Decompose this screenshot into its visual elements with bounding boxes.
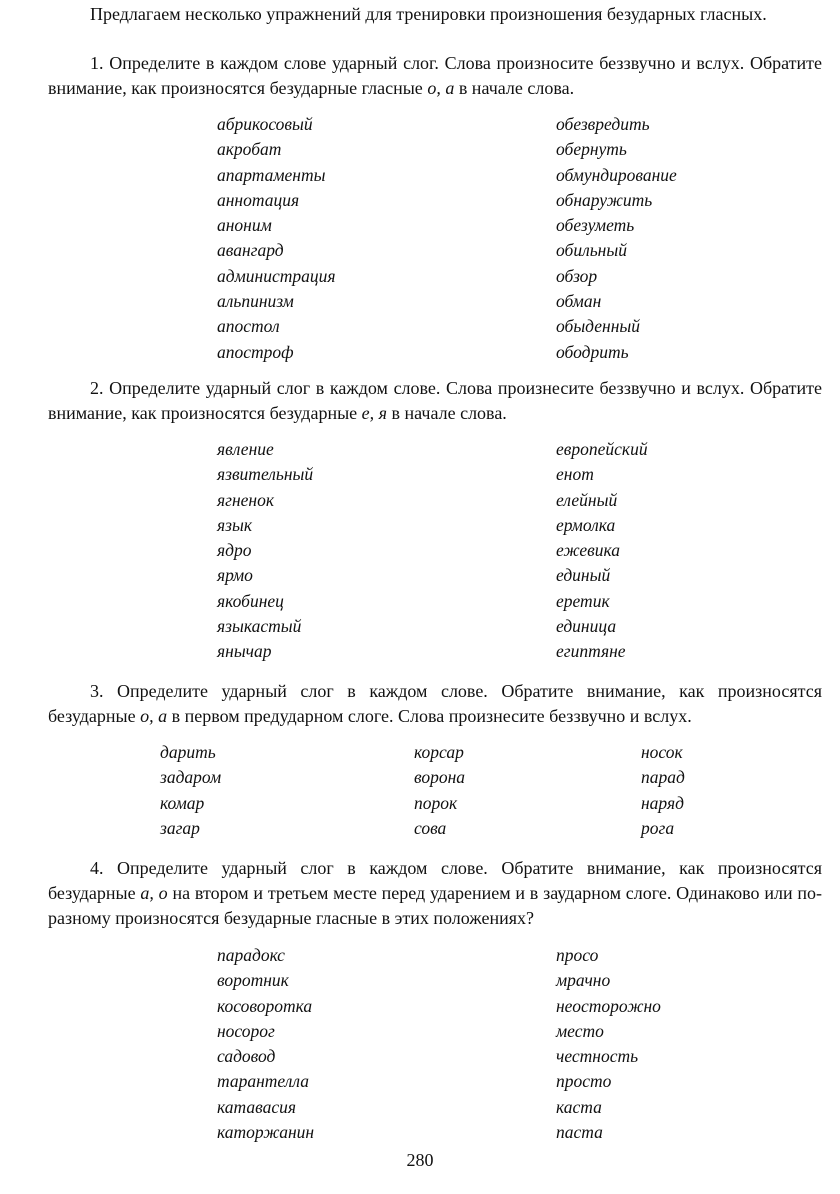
exercise-3-instructions [48, 679, 822, 729]
word-item: парад [641, 767, 685, 788]
word-item: единый [556, 565, 611, 586]
word-item: сова [414, 817, 447, 838]
word-item: акробат [217, 139, 282, 160]
word-item: обыденный [556, 316, 640, 337]
word-item: неосторожно [556, 995, 661, 1016]
word-item: обзор [556, 265, 598, 286]
exercise-1-vowels: о, а [427, 78, 455, 98]
word-item: аноним [217, 215, 272, 236]
exercise-4-word-column-1 [217, 943, 314, 1145]
word-item: язвительный [217, 464, 314, 485]
word-item: обнаружить [556, 189, 653, 210]
word-item: садовод [217, 1046, 276, 1067]
word-item: альпинизм [217, 291, 294, 312]
word-item: порок [414, 792, 458, 813]
word-item: рога [641, 817, 675, 838]
intro-paragraph: Предлагаем несколько упражнений для тренировки произношения безударных гласных. [90, 4, 767, 24]
exercise-1-word-column-1 [217, 112, 336, 365]
word-item: наряд [641, 792, 684, 813]
exercise-1-word-column-2 [556, 112, 677, 365]
exercise-4-text-after: на втором и третьем месте перед ударением и в заударном слоге. Одинаково или по-разному произносятся безударные гласные в этих положениях? [48, 883, 823, 928]
word-item: единица [556, 616, 617, 637]
word-item: обезуметь [556, 215, 635, 236]
exercise-3-word-column-2 [414, 740, 465, 841]
word-item: египтяне [556, 641, 626, 662]
exercise-2-text-before: 2. Определите ударный слог в каждом слове. Слова произнесите беззвучно и вслух. Обратите внимание, как произносятся безударные [48, 378, 822, 423]
word-item: каста [556, 1096, 602, 1117]
word-item: задаром [160, 767, 222, 788]
exercise-2-vowels: е, я [361, 403, 388, 423]
word-item: каторжанин [217, 1122, 315, 1143]
word-item: мрачно [556, 970, 611, 991]
word-item: ягненок [217, 489, 275, 510]
word-item: обмундирование [556, 164, 677, 185]
word-item: носок [641, 742, 683, 762]
word-item: паста [556, 1122, 603, 1143]
word-item: апостроф [217, 341, 294, 362]
word-item: комар [160, 792, 205, 813]
word-item: парадокс [217, 945, 285, 965]
word-item: ежевика [556, 540, 620, 561]
word-item: дарить [160, 742, 216, 762]
exercise-4-instructions [48, 856, 822, 931]
exercise-3-text-after: в первом предударном слоге. Слова произнесите беззвучно и вслух. [167, 706, 692, 726]
word-item: катавасия [217, 1096, 296, 1117]
word-item: ядро [217, 540, 252, 561]
word-item: аннотация [217, 189, 300, 210]
word-item: носорог [217, 1020, 275, 1041]
word-item: елейный [556, 489, 618, 510]
word-item: корсар [414, 742, 464, 762]
page-number: 280 [406, 1150, 434, 1170]
word-item: обильный [556, 240, 627, 261]
exercise-4-word-column-2 [556, 943, 661, 1145]
exercise-2-word-column-2 [556, 437, 648, 665]
word-item: обман [556, 291, 602, 312]
word-item: явление [217, 439, 274, 459]
exercise-4-text-before: 4. Определите ударный слог в каждом слове. Обратите внимание, как произносятся безударные [48, 858, 822, 903]
word-item: авангард [217, 240, 284, 261]
word-item: языкастый [217, 616, 302, 637]
exercise-1-instructions [48, 51, 822, 101]
word-item: администрация [217, 265, 336, 286]
exercise-2-word-column-1 [217, 437, 313, 665]
word-item: якобинец [217, 590, 284, 611]
word-item: ярмо [217, 565, 253, 586]
word-item: апостол [217, 316, 280, 337]
word-item: абрикосовый [217, 114, 313, 134]
exercise-3-word-column-1 [160, 740, 221, 841]
word-item: енот [556, 464, 594, 485]
exercise-1-text-before: 1. Определите в каждом слове ударный слог. Слова произносите беззвучно и вслух. Обратите внимание, как произносятся безударные гласные [48, 53, 822, 98]
word-item: ермолка [556, 514, 616, 535]
exercise-1-text-after: в начале слова. [454, 78, 575, 98]
exercise-3-vowels: о, а [140, 706, 168, 726]
word-item: ободрить [556, 341, 629, 362]
exercise-2-text-after: в начале слова. [387, 403, 507, 423]
exercise-3-word-column-3 [641, 740, 685, 841]
word-item: обезвредить [556, 114, 650, 134]
word-item: европейский [556, 439, 648, 459]
word-item: тарантелла [217, 1071, 309, 1092]
word-item: янычар [217, 641, 272, 662]
exercise-4-vowels: а, о [140, 883, 168, 903]
word-item: еретик [556, 590, 610, 611]
word-item: честность [556, 1046, 639, 1067]
word-item: косоворотка [217, 995, 313, 1016]
word-item: язык [217, 514, 252, 535]
word-item: загар [160, 817, 200, 838]
word-item: апартаменты [217, 164, 326, 185]
word-item: ворона [414, 767, 466, 788]
word-item: обернуть [556, 139, 627, 160]
word-item: место [556, 1020, 604, 1041]
word-item: просо [556, 945, 599, 965]
exercise-3-text-before: 3. Определите ударный слог в каждом слове. Обратите внимание, как произносятся безударные [48, 681, 822, 726]
word-item: воротник [217, 970, 289, 991]
word-item: просто [556, 1071, 612, 1092]
exercise-2-instructions [48, 376, 822, 426]
